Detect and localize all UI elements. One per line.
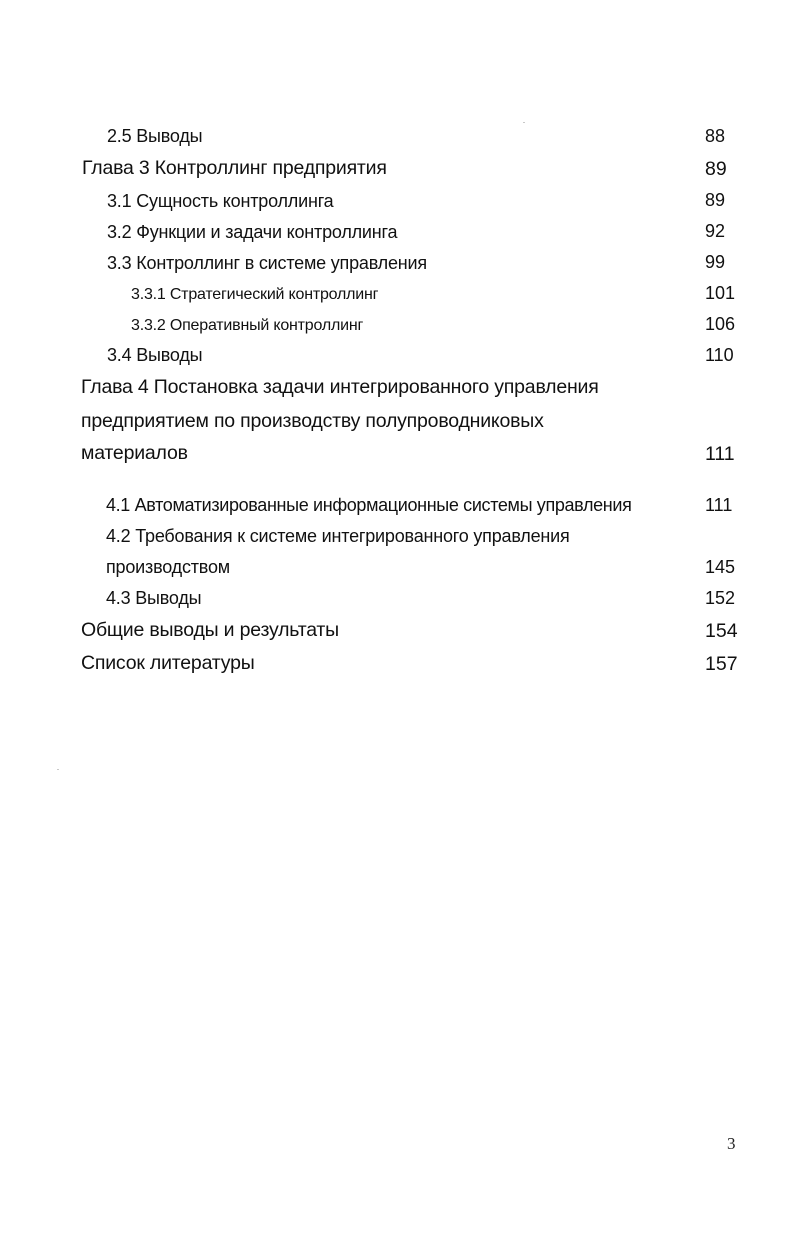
toc-entry-2-5-title[interactable]: 2.5 Выводы — [107, 126, 203, 146]
toc-entry-4-3-page: 152 — [705, 588, 736, 608]
toc-entry-3-4-title[interactable]: 3.4 Выводы — [107, 345, 203, 365]
toc-chapter-3-title[interactable]: Глава 3 Контроллинг предприятия — [82, 157, 387, 179]
toc-chapter-4-title-line2[interactable]: предприятием по производству полупроводниковых — [81, 410, 544, 432]
toc-entry-2-5-page: 88 — [705, 126, 726, 146]
toc-entry-3-1-page: 89 — [705, 190, 726, 210]
toc-conclusions-title[interactable]: Общие выводы и результаты — [81, 619, 339, 641]
toc-conclusions-page: 154 — [705, 620, 738, 642]
toc-entry-3-3-2-title[interactable]: 3.3.2 Оперативный контроллинг — [131, 317, 364, 334]
toc-entry-4-1-title[interactable]: 4.1 Автоматизированные информационные системы управления — [106, 495, 632, 515]
toc-entry-4-3-title[interactable]: 4.3 Выводы — [106, 588, 202, 608]
toc-chapter-4-page: 111 — [705, 443, 735, 465]
page-number: 3 — [727, 1134, 736, 1153]
toc-chapter-3-page: 89 — [705, 158, 727, 180]
toc-entry-4-2-title-line1[interactable]: 4.2 Требования к системе интегрированного управления — [106, 526, 570, 546]
toc-entry-3-1-title[interactable]: 3.1 Сущность контроллинга — [107, 191, 334, 211]
toc-references-title[interactable]: Список литературы — [81, 652, 255, 674]
toc-entry-4-1-page: 111 — [705, 495, 733, 515]
toc-entry-3-3-1-title[interactable]: 3.3.1 Стратегический контроллинг — [131, 286, 379, 303]
toc-entry-3-2-title[interactable]: 3.2 Функции и задачи контроллинга — [107, 222, 398, 242]
toc-entry-3-2-page: 92 — [705, 221, 726, 241]
scan-speck — [57, 769, 59, 770]
toc-entry-4-2-page: 145 — [705, 557, 736, 577]
toc-chapter-4-title-line1[interactable]: Глава 4 Постановка задачи интегрированного управления — [81, 376, 599, 398]
toc-entry-3-3-1-page: 101 — [705, 283, 736, 303]
scan-speck — [523, 122, 525, 123]
toc-entry-3-3-title[interactable]: 3.3 Контроллинг в системе управления — [107, 253, 427, 273]
toc-entry-3-3-2-page: 106 — [705, 314, 736, 334]
toc-references-page: 157 — [705, 653, 738, 675]
toc-entry-3-4-page: 110 — [705, 345, 734, 365]
toc-entry-3-3-page: 99 — [705, 252, 726, 272]
toc-chapter-4-title-line3[interactable]: материалов — [81, 442, 188, 464]
toc-entry-4-2-title-line2[interactable]: производством — [106, 557, 230, 577]
